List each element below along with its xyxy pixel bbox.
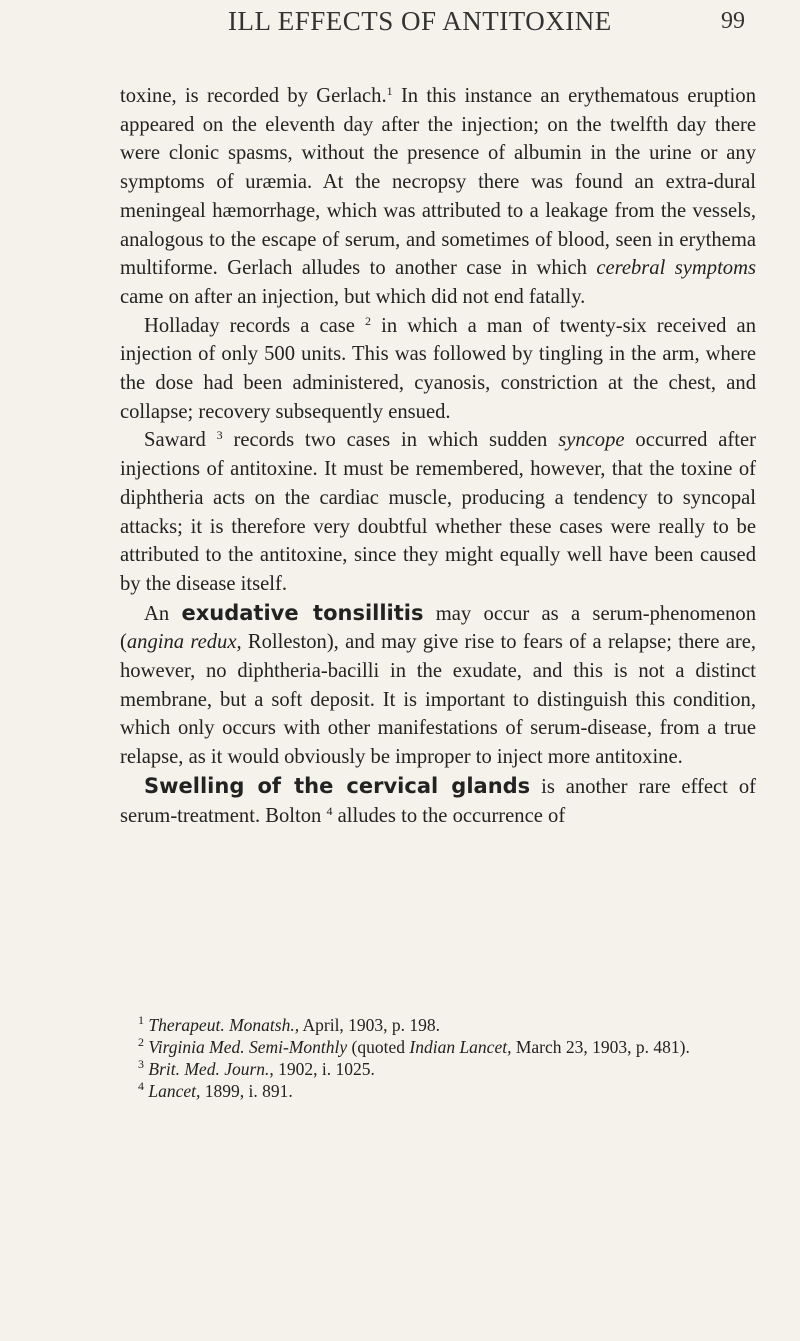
paragraph-text: alludes to the occurrence of [332, 804, 566, 827]
emphasis: syncope [558, 429, 625, 452]
citation-source: Lancet, [148, 1081, 201, 1101]
citation-source: Therapeut. Monatsh., [148, 1015, 300, 1035]
paragraph-text: Rolleston), and may give rise to fears of a relapse; there are, however, no diphtheria-bacilli in the exudate, and this is not a distinct membrane, but a soft deposit. It is important to distinguish this condition, which only occurs with other manifestations of serum-disease, from a true relapse, as it would obviously be improper to inject more antitoxine. [120, 631, 756, 769]
running-title: ILL EFFECTS OF ANTITOXINE [228, 6, 612, 36]
section-heading: Swelling of the cervical glands [144, 773, 531, 798]
footnote-number: 1 [138, 1013, 144, 1027]
footnote-1 [120, 1014, 756, 1036]
emphasis: cerebral symptoms [596, 257, 756, 280]
footnotes [120, 1014, 756, 1102]
citation-source: Virginia Med. Semi-Monthly [148, 1037, 348, 1057]
paragraph-text: records two cases in which sudden [222, 429, 559, 452]
page-number: 99 [721, 8, 745, 34]
footnote-ref: 1 [386, 84, 393, 98]
footnote-4 [120, 1080, 756, 1102]
citation-detail: (quoted [347, 1037, 410, 1057]
paragraph-saward [120, 426, 756, 598]
citation-source: Brit. Med. Journ., [148, 1059, 274, 1079]
footnote-ref: 3 [216, 428, 223, 443]
footnote-ref: 4 [326, 803, 333, 818]
paragraph-gerlach [120, 82, 756, 312]
citation-detail: 1899, i. 891. [200, 1081, 293, 1101]
footnote-3 [120, 1058, 756, 1080]
citation-detail: March 23, 1903, p. 481). [511, 1037, 690, 1057]
citation-source: Indian Lancet, [409, 1037, 512, 1057]
paragraph-text: occurred after injections of antitoxine. It must be remembered, however, that the toxine of diphtheria acts on the cardiac muscle, producing a tendency to syncopal attacks; it is therefore very doubtful whether these cases were really to be attributed to the antitoxine, since they might equally well have been caused by the disease itself. [120, 429, 756, 595]
page-header [0, 6, 800, 46]
paragraph-holladay [120, 312, 756, 427]
paragraph-cervical-glands [120, 772, 756, 830]
footnote-number: 4 [138, 1079, 144, 1093]
citation-detail: 1902, i. 1025. [273, 1059, 375, 1079]
footnote-2 [120, 1036, 756, 1058]
paragraph-text: Holladay records a case [144, 314, 366, 337]
citation-detail: April, 1903, p. 198. [299, 1015, 441, 1035]
footnote-number: 2 [138, 1035, 144, 1049]
emphasis: angina redux, [126, 631, 242, 654]
paragraph-text: may occur as a serum-phenomenon ( [120, 602, 756, 654]
section-heading: exudative tonsillitis [181, 600, 424, 625]
paragraph-text: came on after an injection, but which did not end fatally. [120, 285, 586, 308]
paragraph-text: toxine, is recorded by Gerlach. [120, 85, 387, 107]
paragraph-text: is another rare effect of serum-treatment. Bolton [120, 775, 756, 827]
footnote-number: 3 [138, 1057, 144, 1071]
footnote-ref: 2 [365, 313, 372, 328]
paragraph-text: In this instance an erythematous eruption appeared on the eleventh day after the injection; on the twelfth day there were clonic spasms, without the presence of albumin in the urine or any symptoms of uræmia. At the necropsy there was found an extra-dural meningeal hæmorrhage, which was attributed to a leakage from the vessels, analogous to the escape of serum, and sometimes of blood, seen in erythema multiforme. Gerlach alludes to another case in which [120, 85, 756, 280]
paragraph-exudative-tonsillitis [120, 599, 756, 772]
paragraph-text: An [144, 602, 182, 625]
paragraph-text: in which a man of twenty-six received an injection of only 500 units. This was followed by tingling in the arm, where the dose had been administered, cyanosis, constriction at the chest, and collapse; recovery subsequently ensued. [120, 314, 756, 423]
body-text [120, 82, 756, 830]
paragraph-text: Saward [144, 429, 217, 452]
